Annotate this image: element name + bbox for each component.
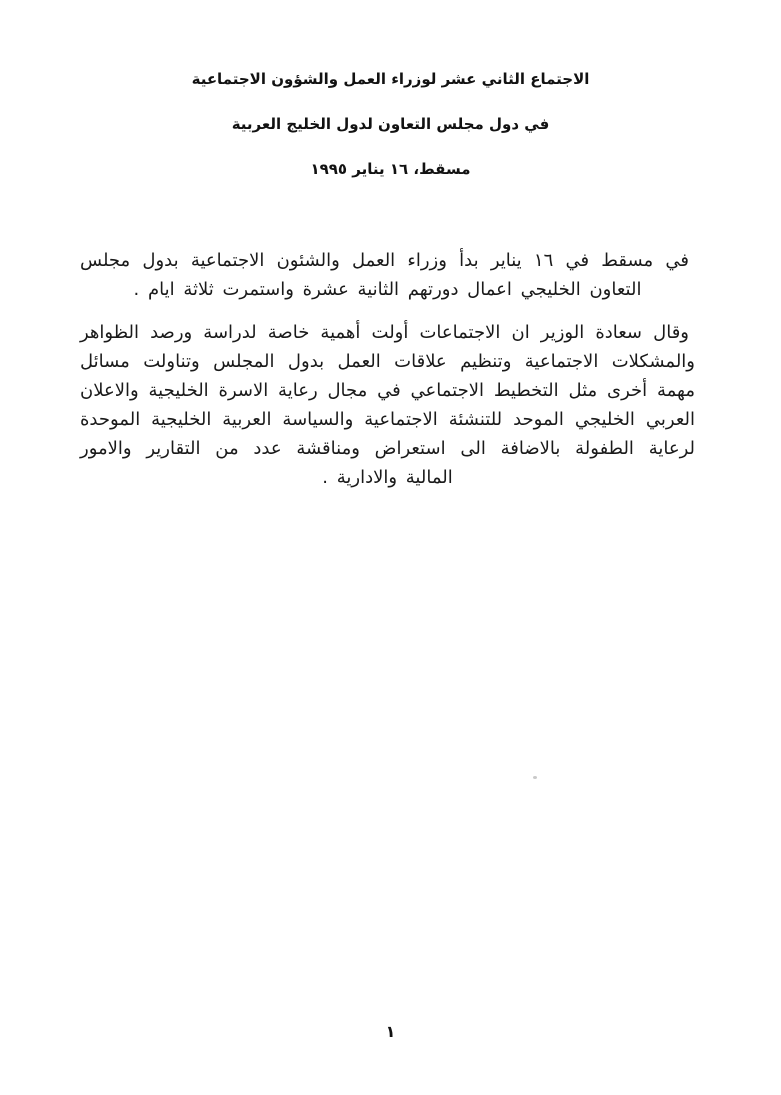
paragraph-1: في مسقط في ١٦ يناير بدأ وزراء العمل والشئون الاجتماعية بدول مجلس التعاون الخليجي اعمال دورتهم الثانية عشرة واستمرت ثلاثة ايام . xyxy=(80,250,689,300)
page-number: ١ xyxy=(385,1022,396,1041)
document-body xyxy=(80,246,695,492)
paragraph-2: وقال سعادة الوزير ان الاجتماعات أولت أهمية خاصة لدراسة ورصد الظواهر والمشكلات الاجتماعية وتنظيم علاقات العمل بدول المجلس وتناولت مسائل مهمة أخرى مثل التخطيط الاجتماعي في مجال رعاية الاسرة الخليجية والاعلان العربي الخليجي الموحد للتنشئة الاجتماعية والسياسة العربية الخليجية الموحدة لرعاية الطفولة بالاضافة الى استعراض ومناقشة عدد من التقارير والامور المالية والادارية . xyxy=(80,322,695,488)
document-title xyxy=(0,70,781,179)
scan-artifact-dot xyxy=(533,776,537,779)
title-line-2: في دول مجلس التعاون لدول الخليج العربية xyxy=(231,115,550,133)
title-line-date: مسقط، ١٦ يناير ١٩٩٥ xyxy=(310,160,471,178)
title-line-1: الاجتماع الثاني عشر لوزراء العمل والشؤون الاجتماعية xyxy=(191,70,590,88)
